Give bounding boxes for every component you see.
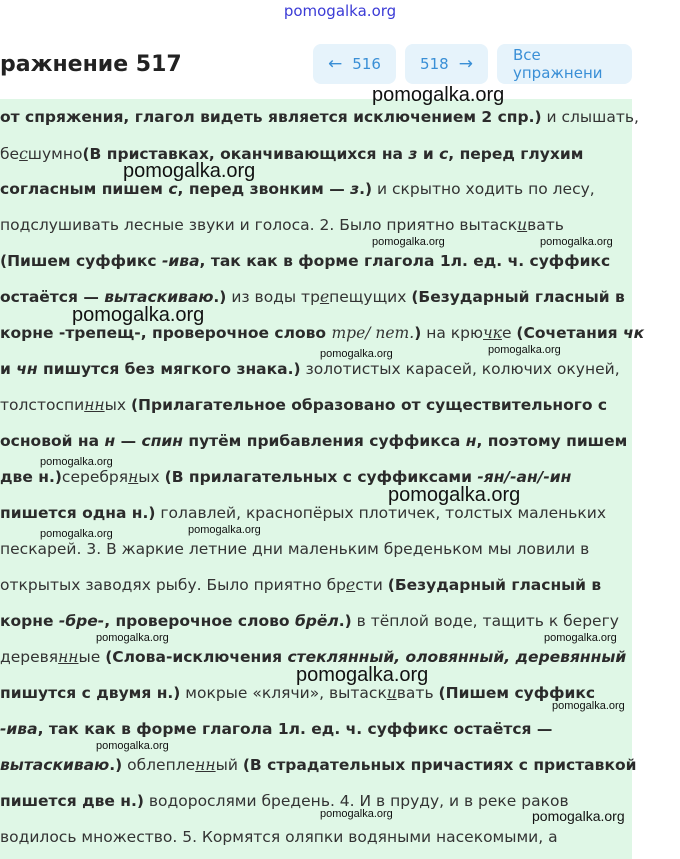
watermark: pomogalka.org [320,808,393,820]
text-line: пишется одна н.) голавлей, краснопёрых плотичек, толстых маленьких [0,504,606,522]
text-line: бесшумно(В приставках, оканчивающихся на з и с, перед глухим [0,145,584,163]
watermark: pomogalka.org [123,160,256,182]
watermark: pomogalka.org [320,348,393,360]
text-line: -ива, так как в форме глагола 1л. ед. ч. суффикс остаётся — [0,720,553,738]
text-line: корне -бре-, проверочное слово брёл.) в тёплой воде, тащить к берегу [0,612,619,630]
watermark: pomogalka.org [488,344,561,356]
text-line: толстоспинных (Прилагательное образовано от существительного с [0,396,608,414]
prev-exercise-label: 516 [352,55,381,73]
watermark: pomogalka.org [552,700,625,712]
text-line: основой на н — спин путём прибавления суффикса н, поэтому пишем [0,432,628,450]
next-exercise-label: 518 [420,55,449,73]
text-line: пишутся с двумя н.) мокрые «клячи», вытаскивать (Пишем суффикс [0,684,596,702]
text-line: и чн пишутся без мягкого знака.) золотистых карасей, колючих окуней, [0,360,620,378]
watermark: pomogalka.org [544,632,617,644]
arrow-right-icon: → [458,54,473,74]
watermark: pomogalka.org [296,664,429,686]
watermark: pomogalka.org [532,808,625,824]
watermark: pomogalka.org [540,236,613,248]
text-line: (Пишем суффикс -ива, так как в форме глагола 1л. ед. ч. суффикс [0,252,611,270]
all-exercises-label: Все упражнени [513,46,603,82]
text-line: корне -трепещ-, проверочное слово тре/ пет.) на крючке (Сочетания чк [0,324,645,342]
solution-panel [0,99,645,859]
text-line: пишется две н.) водорослями бредень. 4. И в пруду, и в реке раков [0,792,569,810]
exercise-header [0,42,680,86]
next-exercise-button[interactable] [405,44,488,84]
prev-exercise-button[interactable] [313,44,396,84]
text-line: остаётся — вытаскиваю.) из воды трепещущих (Безударный гласный в [0,288,625,306]
watermark: pomogalka.org [40,456,113,468]
watermark: pomogalka.org [72,304,205,326]
text-line: вытаскиваю.) облепленный (В страдательных причастиях с приставкой [0,756,637,774]
text-line: пескарей. 3. В жаркие летние дни маленьким бреденьком мы ловили в [0,540,590,558]
text-line: водилось множество. 5. Кормятся оляпки водяными насекомыми, а [0,828,558,846]
watermark: pomogalka.org [188,524,261,536]
all-exercises-button[interactable] [497,44,632,84]
top-watermark: pomogalka.org [283,2,397,20]
text-line: две н.)серебряных (В прилагательных с суффиксами -ян/-ан/-ин [0,468,572,486]
page-title: ражнение 517 [0,52,182,77]
text-line: подслушивать лесные звуки и голоса. 2. Было приятно вытаскивать [0,216,564,234]
watermark: pomogalka.org [372,236,445,248]
text-line: деревянные (Слова-исключения стеклянный, оловянный, деревянный [0,648,627,666]
watermark: pomogalka.org [372,84,505,106]
text-line: от спряжения, глагол видеть является исключением 2 спр.) и слышать, [0,108,639,126]
watermark: pomogalka.org [96,632,169,644]
text-line: согласным пишем с, перед звонким — з.) и скрытно ходить по лесу, [0,180,595,198]
text-line: открытых заводях рыбу. Было приятно брести (Безударный гласный в [0,576,602,594]
watermark: pomogalka.org [388,484,521,506]
arrow-left-icon: ← [328,54,343,74]
watermark: pomogalka.org [96,740,169,752]
watermark: pomogalka.org [40,528,113,540]
